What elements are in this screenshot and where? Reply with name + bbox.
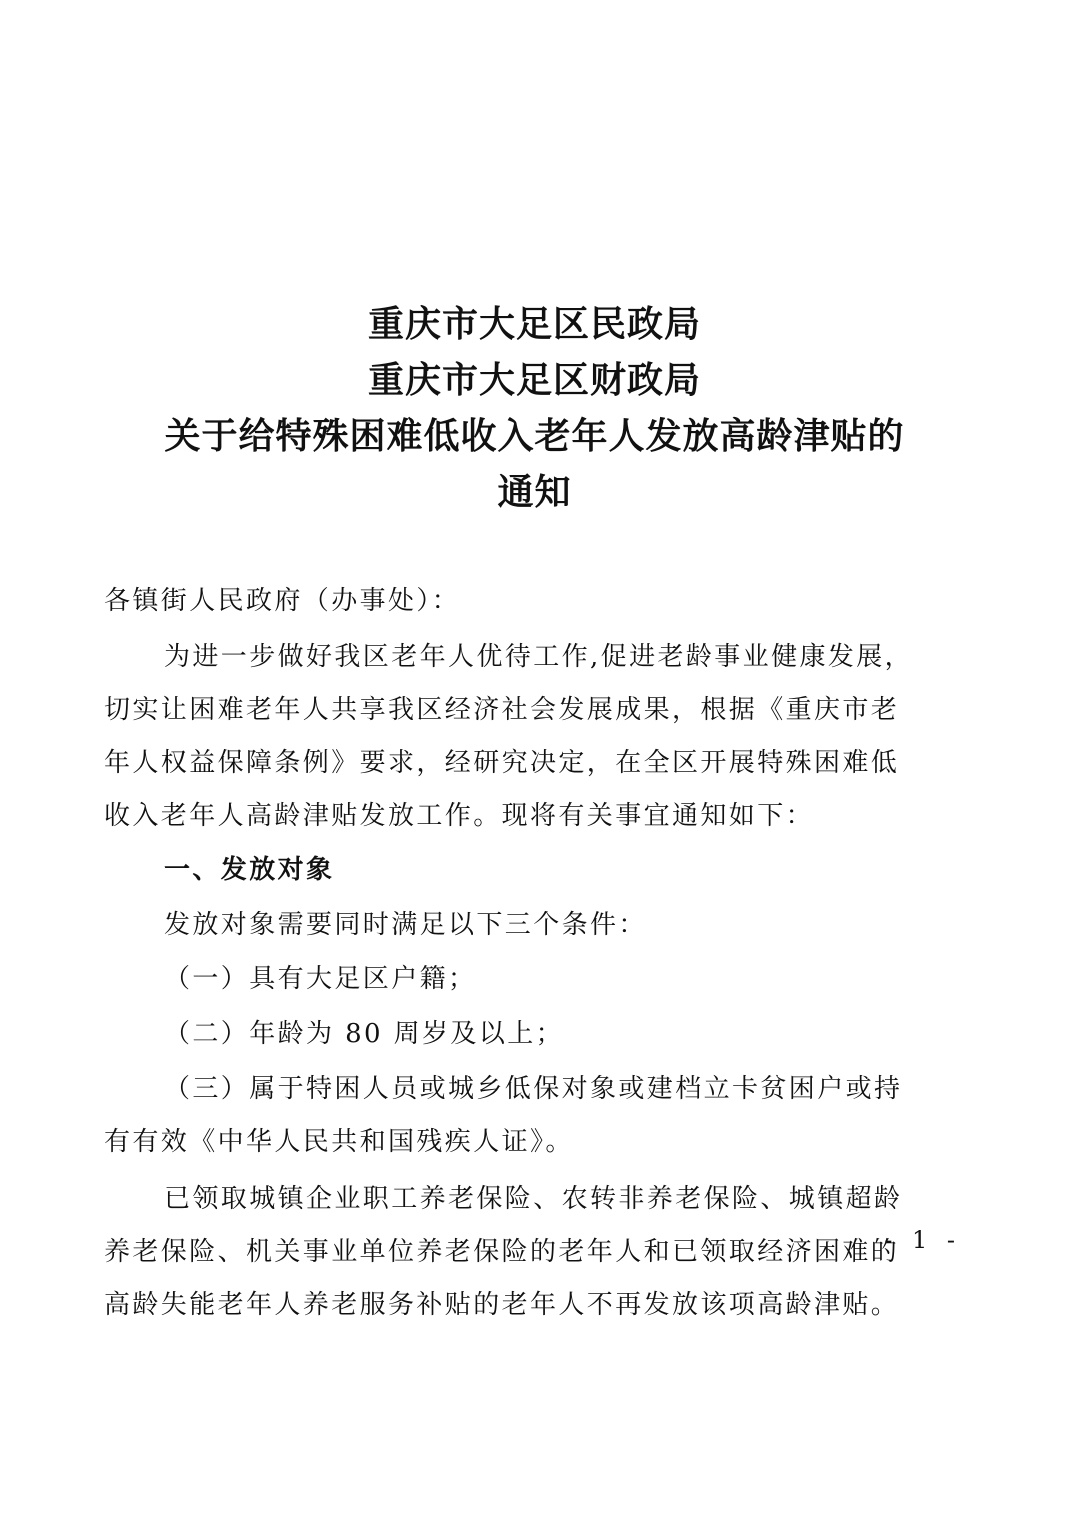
title-subject-end: 通知 <box>497 471 572 513</box>
page-number: - 1 - <box>884 1226 961 1254</box>
salutation: 各镇街人民政府（办事处）： <box>104 586 461 616</box>
condition-3-continued: 有有效《中华人民共和国残疾人证》。 <box>104 1127 574 1157</box>
intro-line-2: 切实让困难老年人共享我区经济社会发展成果，根据《重庆市老 <box>104 695 900 725</box>
condition-2: （二）年龄为 80 周岁及以上； <box>164 1019 565 1049</box>
exclusion-line-1: 已领取城镇企业职工养老保险、农转非养老保险、城镇超龄 <box>164 1184 903 1214</box>
title-issuer-1: 重庆市大足区民政局 <box>367 303 701 345</box>
title-issuer-2: 重庆市大足区财政局 <box>367 359 701 401</box>
document-title <box>0 296 1069 520</box>
intro-line-4: 收入老年人高龄津贴发放工作。现将有关事宜通知如下： <box>104 801 815 831</box>
intro-line-3: 年人权益保障条例》要求，经研究决定，在全区开展特殊困难低 <box>104 748 900 778</box>
title-subject: 关于给特殊困难低收入老年人发放高龄津贴的 <box>164 415 905 457</box>
exclusion-line-2: 养老保险、机关事业单位养老保险的老年人和已领取经济困难的 <box>104 1237 900 1267</box>
section-heading-recipients: 一、发放对象 <box>164 855 335 885</box>
exclusion-line-3: 高龄失能老年人养老服务补贴的老年人不再发放该项高龄津贴。 <box>104 1290 900 1320</box>
condition-1: （一）具有大足区户籍； <box>164 964 477 994</box>
section-lead: 发放对象需要同时满足以下三个条件： <box>164 910 647 940</box>
intro-line-1: 为进一步做好我区老年人优待工作,促进老龄事业健康发展， <box>164 642 914 672</box>
condition-3: （三）属于特困人员或城乡低保对象或建档立卡贫困户或持 <box>164 1074 903 1104</box>
